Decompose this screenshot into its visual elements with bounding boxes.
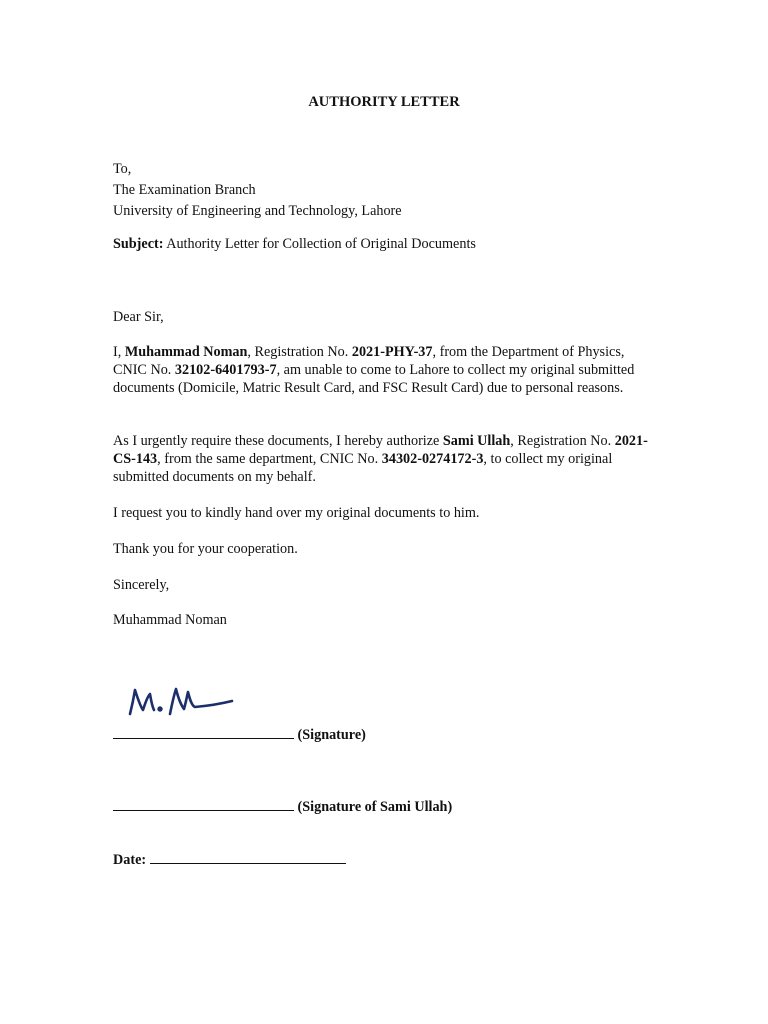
signature-label: (Signature)	[297, 727, 366, 743]
para1-text-1: I,	[113, 344, 125, 360]
date-line	[113, 851, 346, 869]
applicant-registration: 2021-PHY-37	[351, 344, 433, 360]
paragraph-2	[113, 432, 653, 486]
recipient-office: The Examination Branch	[113, 182, 256, 198]
recipient-to: To,	[113, 161, 132, 177]
subject-text: Authority Letter for Collection of Original Documents	[163, 236, 476, 252]
letter-title: AUTHORITY LETTER	[308, 94, 460, 110]
paragraph-4: Thank you for your cooperation.	[113, 541, 298, 557]
recipient-institution: University of Engineering and Technology, Lahore	[113, 203, 402, 219]
signature-2-label: (Signature of Sami Ullah)	[297, 799, 453, 815]
paragraph-1	[113, 343, 653, 397]
applicant-cnic: 32102-6401793-7	[174, 362, 277, 378]
applicant-name: Muhammad Noman	[124, 344, 248, 360]
signature-line	[113, 726, 366, 744]
handwritten-signature	[126, 684, 236, 718]
authorized-name: Sami Ullah	[442, 433, 511, 449]
para2-text-4: , to collect my original submitted documents on my behalf.	[113, 451, 613, 485]
para2-text-3: , from the same department, CNIC No.	[157, 451, 382, 467]
para2-text-2: , Registration No.	[510, 433, 615, 449]
date-underline	[150, 851, 346, 864]
paragraph-3: I request you to kindly hand over my original documents to him.	[113, 505, 480, 521]
salutation: Dear Sir,	[113, 309, 164, 325]
date-label: Date:	[113, 852, 147, 868]
signature-2-underline	[113, 798, 294, 811]
para1-text-3: , from the Department of Physics, CNIC No.	[113, 344, 625, 378]
signature-underline	[113, 726, 294, 739]
para1-text-4: , am unable to come to Lahore to collect my original submitted documents (Domicile, Matric Result Card, and FSC Result Card) due to personal reasons.	[113, 362, 635, 396]
subject-label: Subject:	[113, 236, 164, 252]
para1-text-2: , Registration No.	[247, 344, 352, 360]
authorized-cnic: 34302-0274172-3	[381, 451, 484, 467]
subject-line	[113, 235, 653, 253]
authorized-registration: 2021-CS-143	[113, 433, 648, 467]
signer-name: Muhammad Noman	[113, 612, 227, 628]
signature-2-line	[113, 798, 452, 816]
closing: Sincerely,	[113, 577, 170, 593]
para2-text-1: As I urgently require these documents, I hereby authorize	[113, 433, 443, 449]
recipient-block	[113, 160, 653, 220]
